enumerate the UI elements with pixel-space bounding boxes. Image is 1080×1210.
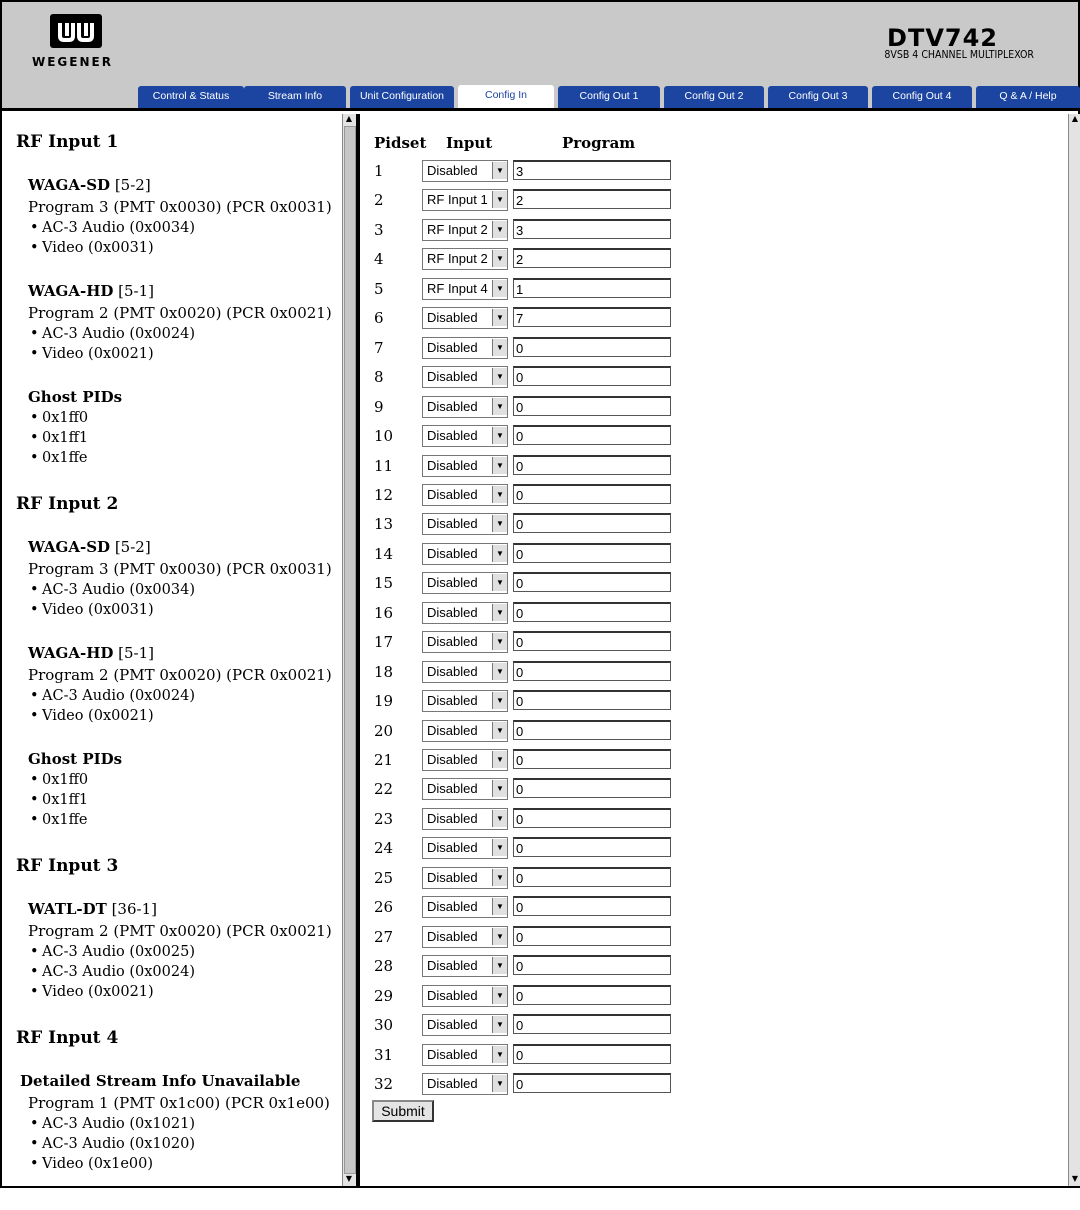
- program-field[interactable]: 0: [513, 926, 671, 946]
- input-select-value: RF Input 4: [427, 280, 488, 296]
- list-item: • AC-3 Audio (0x0025): [42, 944, 195, 960]
- input-select[interactable]: [422, 455, 508, 477]
- input-select[interactable]: [422, 955, 508, 977]
- input-select-value: RF Input 1: [427, 192, 488, 208]
- program-field[interactable]: 1: [513, 278, 671, 298]
- input-select-value: Disabled: [427, 486, 478, 502]
- input-select[interactable]: [422, 867, 508, 889]
- chevron-down-icon[interactable]: ▼: [492, 545, 507, 562]
- program-line: Program 2 (PMT 0x0020) (PCR 0x0021): [28, 922, 332, 940]
- input-select-value: Disabled: [427, 545, 478, 561]
- chevron-down-icon[interactable]: ▼: [492, 221, 507, 238]
- list-item: • Video (0x0021): [42, 708, 154, 724]
- chevron-down-icon[interactable]: ▼: [492, 309, 507, 326]
- scroll-down-icon[interactable]: ▼: [345, 1174, 353, 1183]
- tab-config-out-2[interactable]: Config Out 2: [664, 86, 764, 108]
- chevron-down-icon[interactable]: ▼: [492, 810, 507, 827]
- program-field[interactable]: 0: [513, 1014, 671, 1034]
- input-select-value: Disabled: [427, 869, 478, 885]
- program-field[interactable]: 0: [513, 896, 671, 916]
- tab-stream-info[interactable]: Stream Info: [244, 86, 346, 108]
- program-line: Program 2 (PMT 0x0020) (PCR 0x0021): [28, 304, 332, 322]
- product-name: DTV742: [887, 24, 998, 52]
- program-field[interactable]: 0: [513, 867, 671, 887]
- program-field[interactable]: 0: [513, 366, 671, 386]
- pidset-number: 10: [374, 427, 394, 446]
- chevron-down-icon[interactable]: ▼: [492, 162, 507, 179]
- ghost-pids-heading: Ghost PIDs: [28, 750, 123, 768]
- left-scrollbar[interactable]: [342, 114, 356, 1186]
- pidset-number: 19: [374, 692, 394, 711]
- list-item: • AC-3 Audio (0x1020): [42, 1136, 195, 1152]
- pidset-number: 9: [374, 397, 384, 416]
- chevron-down-icon[interactable]: ▼: [492, 1075, 507, 1092]
- input-select[interactable]: [422, 219, 508, 241]
- tab-config-out-4[interactable]: Config Out 4: [872, 86, 972, 108]
- input-select[interactable]: [422, 513, 508, 535]
- input-select-value: RF Input 2: [427, 221, 488, 237]
- program-field[interactable]: 0: [513, 572, 671, 592]
- chevron-down-icon[interactable]: ▼: [492, 780, 507, 797]
- program-field[interactable]: 0: [513, 484, 671, 504]
- input-select[interactable]: [422, 778, 508, 800]
- input-select[interactable]: [422, 337, 508, 359]
- input-select-value: Disabled: [427, 310, 478, 326]
- input-select-value: Disabled: [427, 1017, 478, 1033]
- chevron-down-icon[interactable]: ▼: [492, 751, 507, 768]
- chevron-down-icon[interactable]: ▼: [492, 692, 507, 709]
- chevron-down-icon[interactable]: ▼: [492, 457, 507, 474]
- pidset-number: 15: [374, 574, 394, 593]
- chevron-down-icon[interactable]: ▼: [492, 722, 507, 739]
- scroll-down-icon[interactable]: ▼: [1071, 1174, 1079, 1183]
- chevron-down-icon[interactable]: ▼: [492, 869, 507, 886]
- program-field[interactable]: 2: [513, 189, 671, 209]
- list-item: • Video (0x0021): [42, 984, 154, 1000]
- pidset-number: 21: [374, 751, 394, 769]
- program-field[interactable]: 0: [513, 543, 671, 563]
- input-select[interactable]: [422, 425, 508, 447]
- input-select-value: Disabled: [427, 752, 478, 767]
- pidset-number: 27: [374, 927, 394, 946]
- list-item: • AC-3 Audio (0x0034): [42, 220, 195, 236]
- input-select[interactable]: [422, 749, 508, 771]
- input-select[interactable]: [422, 396, 508, 418]
- input-select-value: Disabled: [427, 958, 478, 974]
- list-item: • 0x1ffe: [42, 812, 88, 828]
- program-field[interactable]: 3: [513, 219, 671, 239]
- input-select-value: RF Input 2: [427, 251, 488, 267]
- pidset-number: 30: [374, 1016, 394, 1035]
- input-select-value: Disabled: [427, 693, 478, 709]
- tab-config-out-3[interactable]: Config Out 3: [768, 86, 868, 108]
- pidset-number: 25: [374, 868, 394, 887]
- rf-input-4-title: RF Input 4: [16, 1028, 119, 1048]
- program-line: Program 3 (PMT 0x0030) (PCR 0x0031): [28, 560, 332, 578]
- input-select-value: Disabled: [427, 987, 478, 1003]
- stream-unavailable-heading: Detailed Stream Info Unavailable: [20, 1072, 301, 1090]
- input-select[interactable]: [422, 837, 508, 859]
- submit-button[interactable]: Submit: [372, 1100, 434, 1122]
- program-field[interactable]: 0: [513, 337, 671, 357]
- input-select-value: Disabled: [427, 163, 478, 178]
- tab-help[interactable]: Q & A / Help: [976, 86, 1080, 108]
- program-field[interactable]: 0: [513, 985, 671, 1005]
- input-select-value: Disabled: [427, 663, 478, 679]
- input-select-value: Disabled: [427, 1046, 478, 1062]
- input-select-value: Disabled: [427, 516, 478, 532]
- list-item: • 0x1ff1: [42, 792, 88, 808]
- input-select[interactable]: [422, 1073, 508, 1095]
- input-select[interactable]: [422, 160, 508, 182]
- list-item: • 0x1ffe: [42, 450, 88, 466]
- input-select[interactable]: [422, 307, 508, 329]
- chevron-down-icon[interactable]: ▼: [492, 604, 507, 621]
- input-select-value: Disabled: [427, 369, 478, 385]
- pidset-number: 29: [374, 986, 394, 1005]
- input-select-value: Disabled: [427, 398, 478, 414]
- pidset-number: 17: [374, 633, 394, 652]
- pidset-number: 13: [374, 515, 394, 534]
- list-item: • 0x1ff0: [42, 772, 88, 788]
- input-select[interactable]: [422, 189, 508, 211]
- chevron-down-icon[interactable]: ▼: [492, 280, 507, 297]
- pidset-number: 12: [374, 485, 394, 504]
- ghost-pids-heading: Ghost PIDs: [28, 388, 123, 406]
- chevron-down-icon[interactable]: ▼: [492, 250, 507, 267]
- pidset-number: 3: [374, 220, 384, 239]
- pidset-number: 11: [374, 456, 394, 475]
- list-item: • AC-3 Audio (0x0024): [42, 964, 195, 980]
- program-field[interactable]: 0: [513, 425, 671, 445]
- stream-name: WATL-DT [36-1]: [28, 900, 157, 918]
- chevron-down-icon[interactable]: ▼: [492, 957, 507, 974]
- pidset-number: 22: [374, 780, 394, 799]
- input-select-value: Disabled: [427, 634, 478, 650]
- pidset-number: 28: [374, 957, 394, 976]
- pidset-number: 16: [374, 603, 394, 622]
- pidset-number: 20: [374, 721, 394, 740]
- input-select[interactable]: [422, 484, 508, 506]
- chevron-down-icon[interactable]: ▼: [492, 633, 507, 650]
- input-select-value: Disabled: [427, 840, 478, 856]
- stream-info-pane: [4, 114, 340, 1186]
- chevron-down-icon[interactable]: ▼: [492, 368, 507, 385]
- list-item: • AC-3 Audio (0x0024): [42, 688, 195, 704]
- program-field[interactable]: 0: [513, 778, 671, 798]
- scroll-up-icon[interactable]: ▲: [1071, 114, 1079, 123]
- list-item: • AC-3 Audio (0x0034): [42, 582, 195, 598]
- config-in-form: [362, 114, 1066, 1186]
- input-select[interactable]: [422, 1014, 508, 1036]
- program-field[interactable]: 0: [513, 661, 671, 681]
- pidset-number: 14: [374, 544, 394, 563]
- input-select-value: Disabled: [427, 810, 478, 826]
- input-select-value: Disabled: [427, 604, 478, 620]
- chevron-down-icon[interactable]: ▼: [492, 898, 507, 915]
- program-line: Program 3 (PMT 0x0030) (PCR 0x0031): [28, 198, 332, 216]
- list-item: • 0x1ff0: [42, 410, 88, 426]
- input-select[interactable]: [422, 896, 508, 918]
- pidset-number: 32: [374, 1074, 394, 1093]
- input-select[interactable]: [422, 720, 508, 742]
- scroll-thumb[interactable]: [344, 126, 356, 1174]
- chevron-down-icon[interactable]: ▼: [492, 1016, 507, 1033]
- right-scrollbar[interactable]: [1068, 114, 1080, 1186]
- pidset-number: 5: [374, 279, 384, 298]
- col-header-input: Input: [446, 134, 493, 152]
- pidset-number: 31: [374, 1045, 394, 1064]
- stream-name: WAGA-SD [5-2]: [28, 176, 151, 194]
- program-field[interactable]: 0: [513, 631, 671, 651]
- input-select[interactable]: [422, 543, 508, 565]
- input-select-value: Disabled: [427, 428, 478, 444]
- program-field[interactable]: 0: [513, 749, 671, 769]
- input-select[interactable]: [422, 572, 508, 594]
- pidset-number: 18: [374, 662, 394, 681]
- input-select[interactable]: [422, 602, 508, 624]
- input-select-value: Disabled: [427, 928, 478, 944]
- pidset-number: 6: [374, 309, 384, 328]
- pidset-number: 24: [374, 839, 394, 858]
- pidset-number: 1: [374, 162, 384, 180]
- input-select-value: Disabled: [427, 457, 478, 473]
- program-field[interactable]: 0: [513, 396, 671, 416]
- input-select[interactable]: [422, 248, 508, 270]
- chevron-down-icon[interactable]: ▼: [492, 839, 507, 856]
- program-field[interactable]: 2: [513, 248, 671, 268]
- pidset-number: 8: [374, 368, 384, 387]
- chevron-down-icon[interactable]: ▼: [492, 191, 507, 208]
- input-select-value: Disabled: [427, 781, 478, 797]
- input-select[interactable]: [422, 278, 508, 300]
- input-select-value: Disabled: [427, 899, 478, 915]
- chevron-down-icon[interactable]: ▼: [492, 663, 507, 680]
- scroll-up-icon[interactable]: ▲: [345, 114, 353, 123]
- program-field[interactable]: 0: [513, 808, 671, 828]
- list-item: • Video (0x0031): [42, 602, 154, 618]
- tab-config-in[interactable]: Config In: [458, 85, 554, 109]
- tab-unit-configuration[interactable]: Unit Configuration: [350, 86, 454, 108]
- program-field[interactable]: 0: [513, 513, 671, 533]
- program-field[interactable]: 7: [513, 307, 671, 327]
- input-select[interactable]: [422, 631, 508, 653]
- col-header-pidset: Pidset: [374, 134, 427, 152]
- list-item: • Video (0x1e00): [42, 1156, 153, 1172]
- logo-text: WEGENER: [32, 55, 113, 69]
- chevron-down-icon[interactable]: ▼: [492, 398, 507, 415]
- program-field[interactable]: 0: [513, 602, 671, 622]
- program-field[interactable]: 0: [513, 1073, 671, 1093]
- program-field[interactable]: 3: [513, 160, 671, 180]
- list-item: • 0x1ff1: [42, 430, 88, 446]
- input-select[interactable]: [422, 661, 508, 683]
- chevron-down-icon[interactable]: ▼: [492, 987, 507, 1004]
- stream-name: WAGA-HD [5-1]: [28, 282, 155, 300]
- tab-control-status[interactable]: Control & Status: [138, 86, 244, 108]
- rf-input-2-title: RF Input 2: [16, 494, 119, 514]
- rf-input-1-title: RF Input 1: [16, 132, 119, 152]
- chevron-down-icon[interactable]: ▼: [492, 574, 507, 591]
- list-item: • Video (0x0031): [42, 240, 154, 256]
- program-line: Program 2 (PMT 0x0020) (PCR 0x0021): [28, 666, 332, 684]
- input-select[interactable]: [422, 808, 508, 830]
- rf-input-3-title: RF Input 3: [16, 856, 119, 876]
- list-item: • AC-3 Audio (0x1021): [42, 1116, 195, 1132]
- program-field[interactable]: 0: [513, 455, 671, 475]
- chevron-down-icon[interactable]: ▼: [492, 928, 507, 945]
- list-item: • AC-3 Audio (0x0024): [42, 326, 195, 342]
- tab-bar: [138, 86, 1080, 108]
- tab-config-out-1[interactable]: Config Out 1: [558, 86, 660, 108]
- product-subtitle: 8VSB 4 CHANNEL MULTIPLEXOR: [884, 49, 1034, 61]
- program-field[interactable]: 0: [513, 690, 671, 710]
- wegener-logo-icon: [50, 14, 102, 48]
- input-select[interactable]: [422, 926, 508, 948]
- pane-divider[interactable]: [356, 114, 360, 1186]
- chevron-down-icon[interactable]: ▼: [492, 427, 507, 444]
- chevron-down-icon[interactable]: ▼: [492, 515, 507, 532]
- chevron-down-icon[interactable]: ▼: [492, 339, 507, 356]
- chevron-down-icon[interactable]: ▼: [492, 486, 507, 503]
- pidset-number: 26: [374, 898, 394, 917]
- program-field[interactable]: 0: [513, 837, 671, 857]
- header-divider: [2, 108, 1078, 111]
- program-line: Program 1 (PMT 0x1c00) (PCR 0x1e00): [28, 1094, 330, 1112]
- input-select-value: Disabled: [427, 339, 478, 355]
- input-select-value: Disabled: [427, 1075, 478, 1091]
- input-select[interactable]: [422, 690, 508, 712]
- input-select-value: Disabled: [427, 575, 478, 591]
- pidset-number: 23: [374, 809, 394, 828]
- program-field[interactable]: 0: [513, 955, 671, 975]
- input-select[interactable]: [422, 366, 508, 388]
- pidset-number: 4: [374, 250, 384, 269]
- pidset-number: 7: [374, 338, 384, 357]
- input-select[interactable]: [422, 1044, 508, 1066]
- pidset-number: 2: [374, 191, 384, 210]
- program-field[interactable]: 0: [513, 1044, 671, 1064]
- header: [2, 2, 1078, 110]
- col-header-program: Program: [562, 134, 636, 152]
- input-select[interactable]: [422, 985, 508, 1007]
- input-select-value: Disabled: [427, 722, 478, 738]
- stream-name: WAGA-HD [5-1]: [28, 644, 155, 662]
- program-field[interactable]: 0: [513, 720, 671, 740]
- chevron-down-icon[interactable]: ▼: [492, 1046, 507, 1063]
- list-item: • Video (0x0021): [42, 346, 154, 362]
- stream-name: WAGA-SD [5-2]: [28, 538, 151, 556]
